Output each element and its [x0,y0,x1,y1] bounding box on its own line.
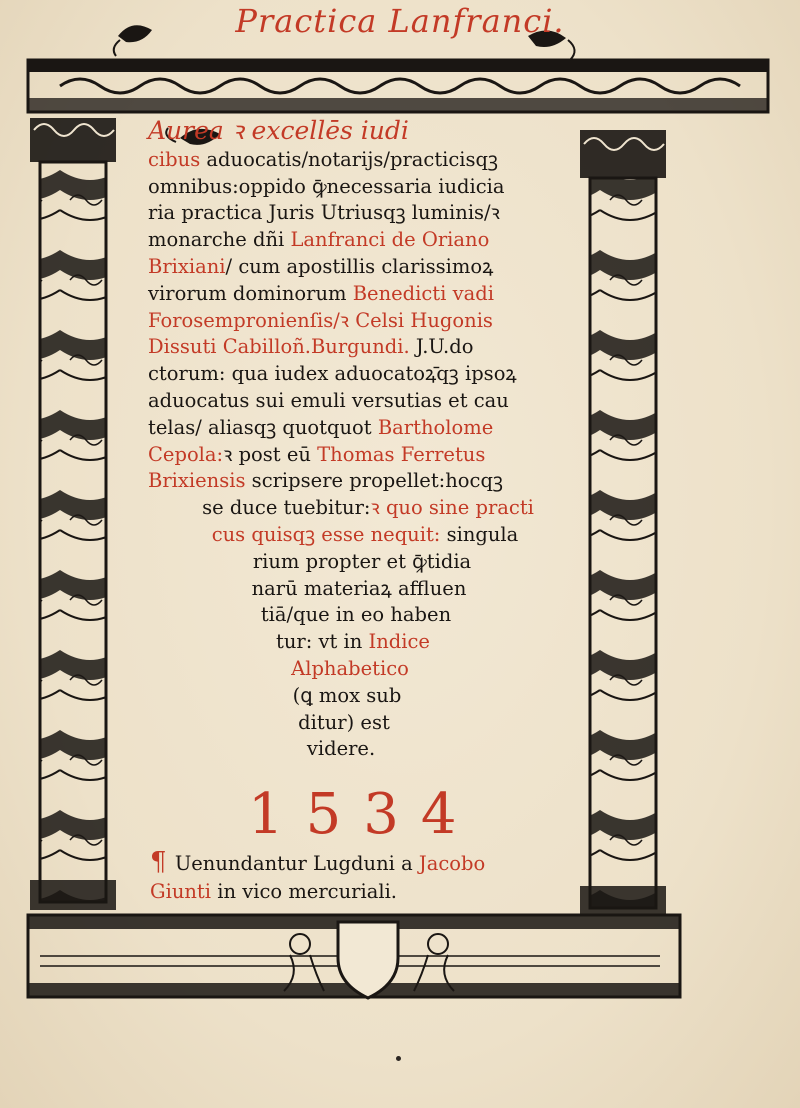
text-segment: se duce tuebitur: [202,496,371,520]
title-line [148,629,588,656]
right-putto-icon [414,934,454,991]
title-line [148,522,588,549]
page-dot [396,1056,401,1061]
text-segment: cus quisqꝫ esse nequit: [211,522,441,546]
title-line [148,736,588,763]
title-line [148,576,588,603]
title-line [148,442,588,469]
text-segment: ditur) est [298,710,390,734]
text-segment: Indice [368,630,430,654]
text-segment: ria practica Juris Utriusqꝫ luminis/ꝛ [148,201,500,225]
text-segment: Bartholome [377,415,494,439]
title-line [148,361,588,388]
text-segment: aduocatus sui emuli versutias et cau [148,388,509,412]
text-segment: Brixiensis [148,469,246,493]
title-line [148,254,588,281]
text-segment: virorum dominorum [148,281,353,305]
title-line [148,656,588,683]
text-segment: narū materiaꝝ affluen [251,576,467,600]
title-line [148,602,588,629]
title-line [148,415,588,442]
text-segment: Benedicti vadi [352,281,494,305]
text-segment: Brixiani [148,254,226,278]
title-line [148,334,588,361]
text-segment: telas/ aliasqꝫ quotquot [148,415,378,439]
text-segment: Dissuti Cabilloñ.Burgundi. [148,335,410,359]
title-line [148,495,588,522]
title-line [148,308,588,335]
text-segment: / cum apostillis clarissimoꝝ [225,254,494,278]
text-segment: Thomas Ferretus [317,442,486,466]
text-segment: in vico mercuriali. [211,880,398,903]
text-segment: Uenundantur Lugduni a [174,852,419,875]
text-segment: monarche dñi [148,228,291,252]
text-segment: Jacobo [418,852,486,875]
title-line [148,227,588,254]
title-line [148,200,588,227]
title-line [148,147,588,174]
text-segment: Lanfranci de Oriano [290,228,490,252]
imprint-line [150,878,590,906]
text-segment: ꝛ post eū [223,442,318,466]
bottom-frieze [28,915,680,998]
text-segment: tur: vt in [276,630,369,654]
right-column [580,130,666,914]
title-line [148,118,588,147]
text-segment: rium propter et ꝙ̄tidia [252,549,472,573]
text-segment: (ꝗ mox sub [292,683,402,707]
imprint-line [150,848,590,878]
left-column [30,118,116,910]
title-text-block [148,118,588,763]
title-line [148,549,588,576]
imprint-year: 1534 [248,782,479,847]
text-segment: tiā/que in eo haben [260,603,452,627]
pilcrow-icon: ¶ [150,847,175,877]
title-line [148,281,588,308]
text-segment: ctorum: qua iudex aduocatoꝝ̄qꝫ ipsoꝝ [148,362,517,386]
text-segment: ꝛ quo sine practi [370,496,534,520]
text-segment: Forosempronienſis/ꝛ Celsi Hugonis [148,308,493,332]
left-putto-icon [284,934,324,991]
running-title: Practica Lanfranci. [235,2,565,40]
text-segment: J.U.do [409,335,474,359]
text-segment: Aurea ꝛ excellēs iudi [148,116,409,145]
title-line [148,388,588,415]
title-line [148,174,588,201]
text-segment: Alphabetico [291,656,409,680]
title-line [148,683,588,710]
text-segment: aduocatis/notarijs/practicisqꝫ [200,147,498,171]
text-segment: singula [440,522,519,546]
title-line [148,468,588,495]
imprint-lines [150,848,590,906]
text-segment: omnibus:oppido ꝙ̄necessaria iudicia [148,174,505,198]
title-lines [148,118,588,763]
title-line [148,710,588,737]
imprint-block [150,848,590,906]
text-segment: cibus [148,147,201,171]
text-segment: Giunti [150,880,212,903]
top-frieze [28,60,768,112]
text-segment: scripsere propellet:hocqꝫ [245,469,503,493]
text-segment: Cepola: [148,442,224,466]
text-segment: videre. [306,737,376,761]
